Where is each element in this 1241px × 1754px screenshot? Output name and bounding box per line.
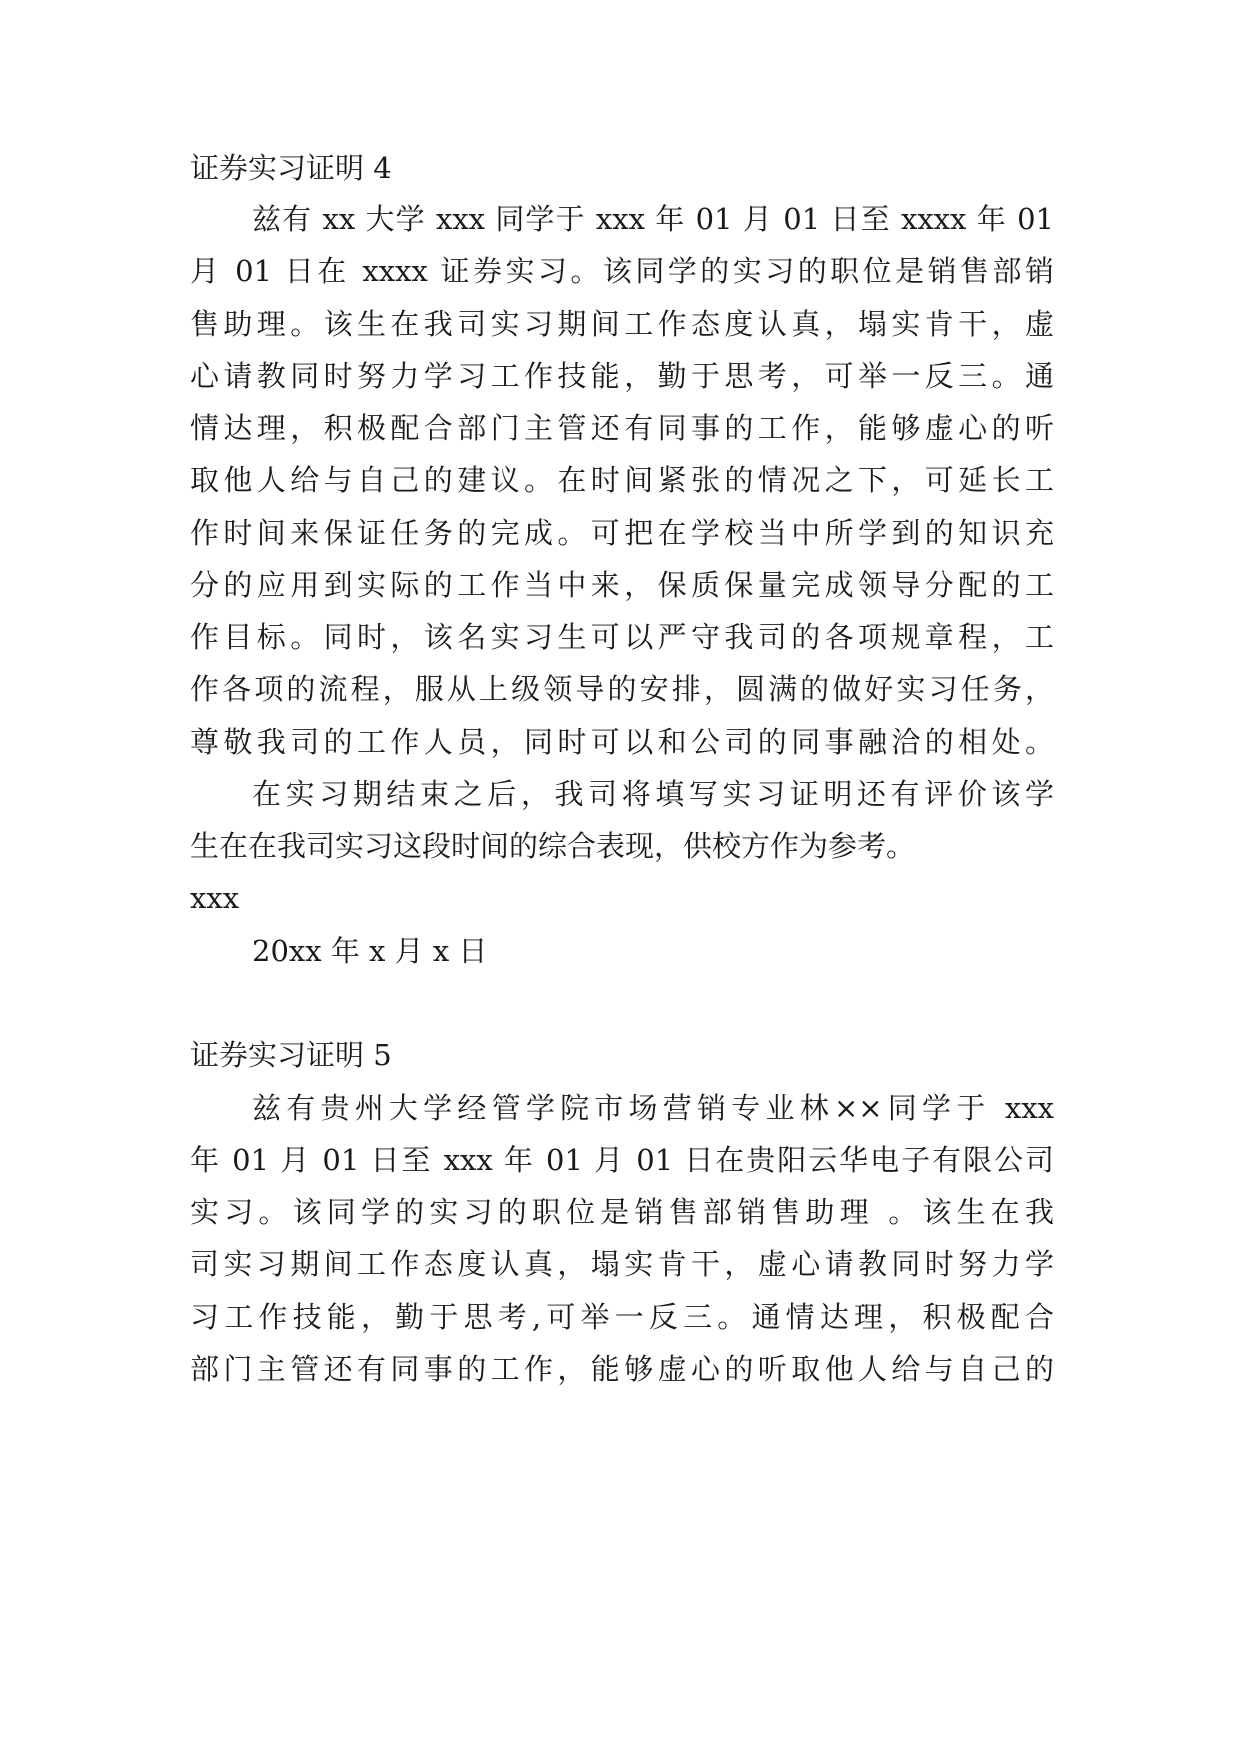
section-5-paragraph-1-line: 实习。该同学的实习的职位是销售部销售助理 。该生在我 xyxy=(190,1195,1054,1229)
section-4-paragraph-1-line: 情达理，积极配合部门主管还有同事的工作，能够虚心的听 xyxy=(190,411,1054,445)
section-5-paragraph-1-line: 司实习期间工作态度认真，塌实肯干，虚心请教同时努力学 xyxy=(190,1247,1054,1281)
section-5-paragraph-1-line: 习工作技能，勤于思考,可举一反三。通情达理，积极配合 xyxy=(190,1300,1054,1334)
section-5-paragraph-1-line: 年 01 月 01 日至 xxx 年 01 月 01 日在贵阳云华电子有限公司 xyxy=(190,1143,1054,1177)
section-4-paragraph-1-line: 作目标。同时，该名实习生可以严守我司的各项规章程，工 xyxy=(190,620,1054,654)
section-4-paragraph-1-line: 取他人给与自己的建议。在时间紧张的情况之下，可延长工 xyxy=(190,463,1054,497)
section-5-heading: 证券实习证明 5 xyxy=(190,1038,392,1072)
section-4-paragraph-1-line: 兹有 xx 大学 xxx 同学于 xxx 年 01 月 01 日至 xxxx 年 01 xyxy=(252,202,1054,236)
date: 20xx 年 x 月 x 日 xyxy=(252,934,488,968)
section-4-paragraph-2-line: 生在在我司实习这段时间的综合表现，供校方作为参考。 xyxy=(190,829,916,863)
section-4-paragraph-1-line: 分的应用到实际的工作当中来，保质保量完成领导分配的工 xyxy=(190,568,1054,602)
section-4-paragraph-1-line: 作各项的流程，服从上级领导的安排，圆满的做好实习任务， xyxy=(190,672,1054,706)
section-4-paragraph-1-line: 月 01 日在 xxxx 证券实习。该同学的实习的职位是销售部销 xyxy=(190,254,1054,288)
section-5-paragraph-1-line: 部门主管还有同事的工作，能够虚心的听取他人给与自己的 xyxy=(190,1352,1054,1386)
section-4-paragraph-2-line: 在实习期结束之后，我司将填写实习证明还有评价该学 xyxy=(252,777,1054,811)
signature: xxx xyxy=(190,881,240,915)
section-4-paragraph-1-line: 售助理。该生在我司实习期间工作态度认真，塌实肯干，虚 xyxy=(190,307,1054,341)
section-4-heading: 证券实习证明 4 xyxy=(190,151,392,185)
section-4-paragraph-1-line: 尊敬我司的工作人员，同时可以和公司的同事融洽的相处。 xyxy=(190,725,1054,759)
section-5-paragraph-1-line: 兹有贵州大学经管学院市场营销专业林××同学于 xxx xyxy=(252,1091,1054,1125)
section-4-paragraph-1-line: 作时间来保证任务的完成。可把在学校当中所学到的知识充 xyxy=(190,516,1054,550)
section-4-paragraph-1-line: 心请教同时努力学习工作技能，勤于思考，可举一反三。通 xyxy=(190,359,1054,393)
